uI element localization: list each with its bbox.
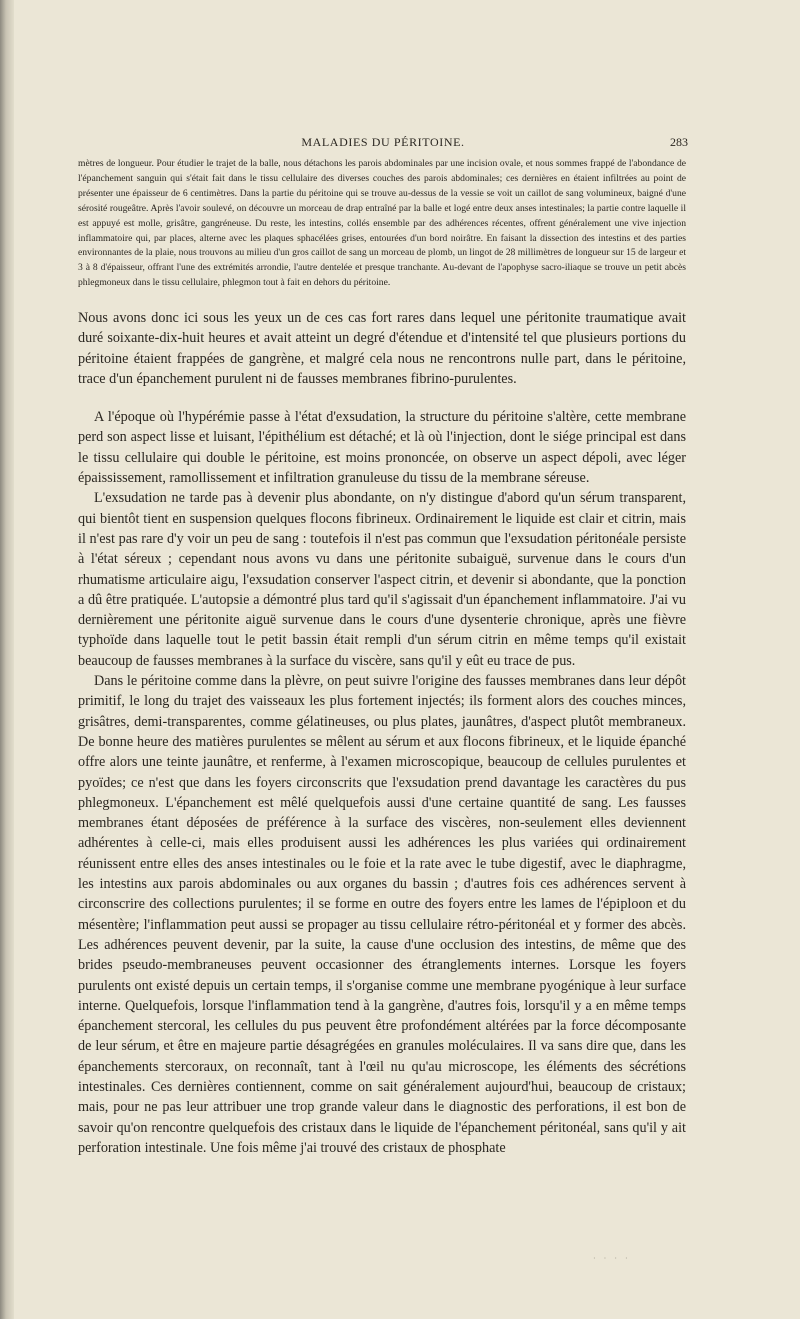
paragraph-2: A l'époque où l'hypérémie passe à l'état d'exsudation, la structure du péritoine s'altère, cette membrane perd son aspect lisse et luisant, l'épithélium est détaché; et là où l'injection, dont le siége principal est dans le tissu cellulaire qui double le péritoine, est moins prononcée, on observe un aspect dépoli, avec léger épaississement, ramollissement et infiltration granuleuse du tissu de la membrane séreuse. (78, 409, 686, 487)
main-text (78, 308, 686, 1158)
page-header (78, 135, 688, 151)
page-binding-shadow (0, 0, 14, 1319)
paragraph-1: Nous avons donc ici sous les yeux un de ces cas fort rares dans lequel une péritonite traumatique avait duré soixante-dix-huit heures et avait atteint un degré d'étendue et d'intensité tel que plusieurs portions du péritoine étaient frappées de gangrène, et malgré cela nous ne rencontrons nulle part, dans le péritoine, trace d'un épanchement purulent ni de fausses membranes fibrino-purulentes. (78, 310, 686, 387)
footnote-paragraph: mètres de longueur. Pour étudier le trajet de la balle, nous détachons les parois abdominales par une incision ovale, et nous sommes frappé de l'abondance de l'épanchement sanguin qui s'était fait dans le tissu cellulaire des diverses couches des parois abdominales; ces dernières en étaient infiltrées au point de présenter une épaisseur de 6 centimètres. Dans la partie du péritoine qui se trouve au-dessus de la vessie se voit un caillot de sang volumineux, baigné d'une sérosité rougeâtre. Après l'avoir soulevé, on découvre un morceau de drap entraîné par la balle et logé entre deux anses intestinales; la partie contre laquelle il est appuyé est molle, grisâtre, gangréneuse. Du reste, les intestins, collés ensemble par des adhérences récentes, offrent généralement une vive injection inflammatoire qui, par places, alterne avec les plaques sphacélées grises, entourées d'un bord noirâtre. En faisant la dissection des intestins et des parties environnantes de la plaie, nous trouvons au milieu d'un gros caillot de sang un morceau de plomb, un lingot de 28 millimètres de longueur sur 15 de largeur et 3 à 8 d'épaisseur, offrant l'une des extrémités arrondie, l'autre dentelée et presque tranchante. Au-devant de l'apophyse sacro-iliaque se trouve un petit abcès phlegmoneux dans le tissu cellulaire, phlegmon tout à fait en dehors du péritoine. (78, 158, 686, 289)
paragraph-3: L'exsudation ne tarde pas à devenir plus abondante, on n'y distingue d'abord qu'un sérum transparent, qui bientôt tient en suspension quelques flocons fibrineux. Ordinairement le liquide est clair et citrin, mais il n'est pas rare d'y voir un peu de sang : toutefois il n'est pas commun que l'exsudation péritonéale persiste à l'état séreux ; cependant nous avons vu dans une péritonite subaiguë, survenue dans le cours d'un rhumatisme articulaire aigu, l'exsudation conserver l'aspect citrin, et devenir si abondante, que la ponction a dû être pratiquée. L'autopsie a démontré plus tard qu'il s'agissait d'un épanchement inflammatoire. J'ai vu dernièrement une péritonite aiguë survenue dans le cours d'une dysenterie chronique, après une fièvre typhoïde dans laquelle tout le petit bassin était rempli d'un sérum citrin en même temps qu'il existait beaucoup de fausses membranes à la surface du viscère, sans qu'il y eût eu trace de pus. (78, 490, 686, 669)
paper-specks: · · · · (593, 1254, 631, 1263)
running-title: MALADIES DU PÉRITOINE. (301, 135, 465, 149)
page-number: 283 (670, 135, 688, 149)
paragraph-4: Dans le péritoine comme dans la plèvre, on peut suivre l'origine des fausses membranes dans leur dépôt primitif, le long du trajet des vaisseaux les plus fortement injectés; ils forment alors des couches minces, grisâtres, demi-transparentes, comme gélatineuses, ou plus plates, jaunâtres, d'aspect plutôt membraneux. De bonne heure des matières purulentes se mêlent au sérum et aux flocons fibrineux, et le liquide épanché offre alors une teinte jaunâtre, et renferme, à l'examen microscopique, beaucoup de cellules purulentes et pyoïdes; ce n'est que dans les foyers circonscrits que l'exsudation prend davantage les caractères du pus phlegmoneux. L'épanchement est mêlé quelquefois aussi d'une certaine quantité de sang. Les fausses membranes étant déposées de préférence à la surface des viscères, non-seulement elles deviennent adhérentes à celle-ci, mais elles produisent aussi les adhérences les plus variées qui ordinairement réunissent entre elles des anses intestinales ou le foie et la rate avec le tube digestif, avec le diaphragme, les intestins aux parois abdominales ou aux organes du bassin ; d'autres fois ces adhérences servent à circonscrire des collections purulentes; il se forme en outre des foyers entre les lames de l'épiploon et du mésentère; l'inflammation peut aussi se propager au tissu cellulaire rétro-péritonéal et y former des abcès. Les adhérences peuvent devenir, par la suite, la cause d'une occlusion des intestins, de même que des brides pseudo-membraneuses peuvent occasionner des étranglements internes. Lorsque les foyers purulents ont existé depuis un certain temps, il s'organise comme une membrane pyogénique à leur surface interne. Quelquefois, lorsque l'inflammation tend à la gangrène, d'autres fois, lorsqu'il y a en même temps épanchement stercoral, les cellules du pus peuvent être profondément altérées par la force décomposante de leur sérum, et être en majeure partie désagrégées en granules moléculaires. Il va sans dire que, dans les épanchements stercoraux, on reconnaît, tant à l'œil nu qu'au microscope, les éléments des sécrétions intestinales. Ces dernières contiennent, comme on sait généralement aujourd'hui, beaucoup de cristaux; mais, pour ne pas leur attribuer une trop grande valeur dans le diagnostic des perforations, il est bon de savoir qu'on rencontre quelquefois des cristaux dans le liquide de l'épanchement péritonéal, sans qu'il y ait perforation intestinale. Une fois même j'ai trouvé des cristaux de phosphate (78, 673, 686, 1156)
footnote-block (78, 157, 686, 291)
